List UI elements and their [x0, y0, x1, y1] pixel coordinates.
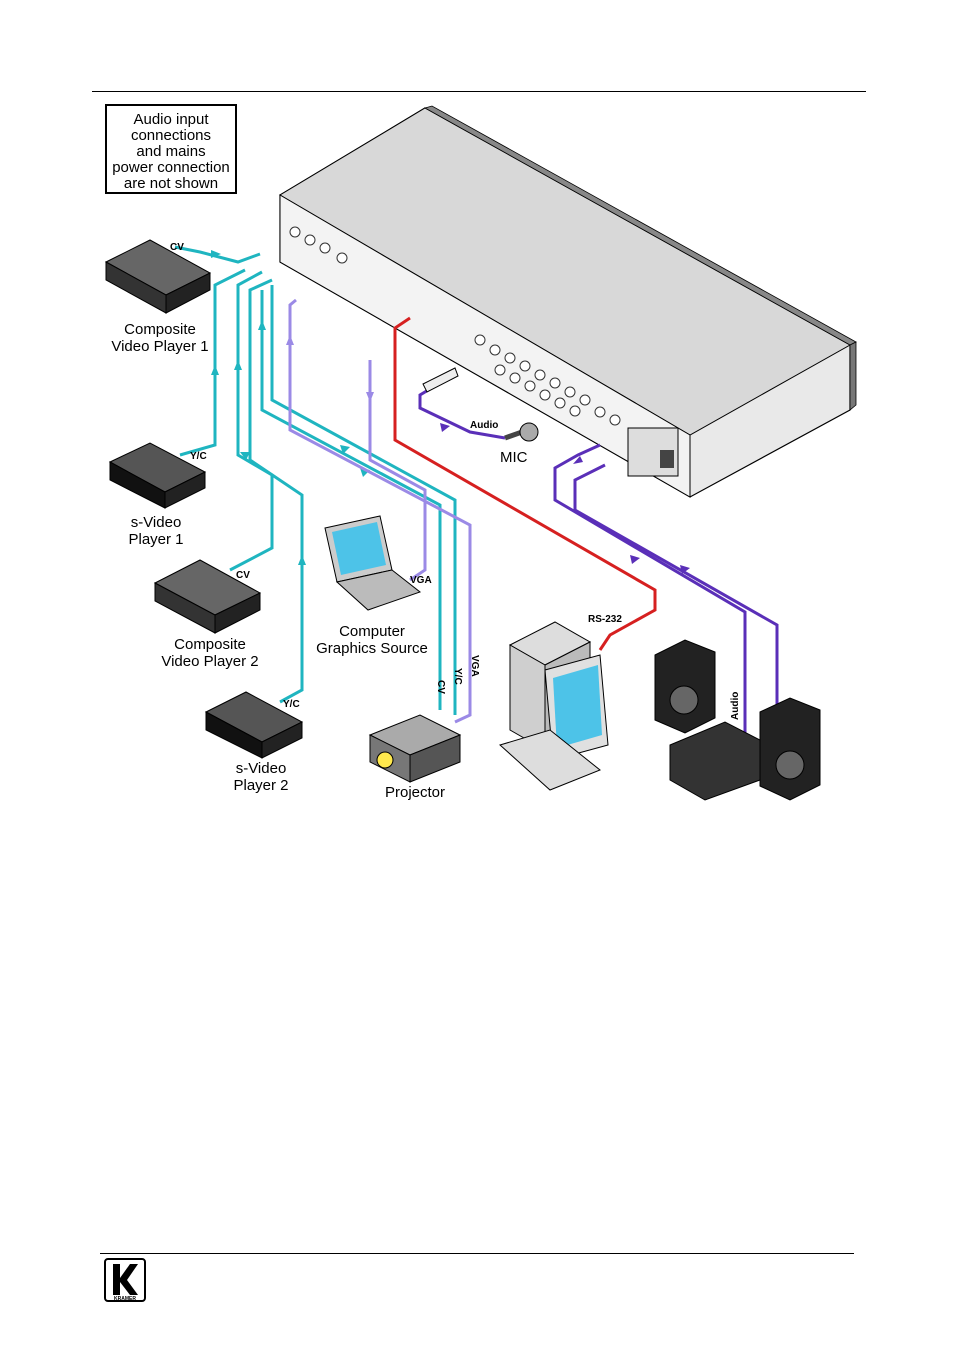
projector — [370, 715, 460, 782]
cable-label-yc-1: Y/C — [190, 451, 207, 462]
projector-name: Projector — [384, 784, 446, 801]
composite1-name-line1: Composite — [124, 321, 196, 338]
cable-label-cv-2: CV — [236, 570, 250, 581]
mic-cable-label: Audio — [470, 420, 499, 431]
projector-cable-vga: VGA — [469, 655, 480, 677]
projector-cable-yc: Y/C — [452, 668, 463, 685]
svideo2-name-line1: s-Video — [235, 760, 287, 777]
composite1-name-line2: Video Player 1 — [111, 338, 209, 355]
note-line: are not shown — [123, 175, 219, 192]
vga-arrows — [286, 335, 374, 402]
cable-label-vga: VGA — [410, 575, 432, 586]
speaker-audio-label: Audio — [730, 691, 741, 720]
cable-label-cv-1: CV — [170, 242, 184, 253]
svideo1-name-line2: Player 1 — [128, 531, 184, 548]
desktop-pc — [500, 622, 608, 790]
composite2-name-line1: Composite — [174, 636, 246, 653]
rs232-label: RS-232 — [588, 614, 622, 625]
note-line: connections — [130, 127, 212, 144]
note-line: Audio input — [133, 111, 209, 128]
mic-name: MIC — [500, 449, 528, 466]
logo-text: KRAMER — [114, 1296, 136, 1302]
note-line: and mains — [136, 143, 206, 160]
svideo2-name-line2: Player 2 — [233, 777, 289, 794]
cable-label-yc-2: Y/C — [283, 699, 300, 710]
computer-name-line1: Computer — [339, 623, 405, 640]
laptop-computer — [325, 516, 420, 610]
svideo1-name-line1: s-Video — [130, 514, 182, 531]
vga-cables — [290, 300, 470, 722]
projector-cable-cv: CV — [435, 680, 446, 694]
note-line: power connection — [112, 159, 230, 176]
computer-name-line2: Graphics Source — [316, 640, 428, 657]
composite2-name-line2: Video Player 2 — [161, 653, 259, 670]
logo-frame — [104, 1258, 146, 1302]
switcher-unit — [280, 106, 856, 497]
